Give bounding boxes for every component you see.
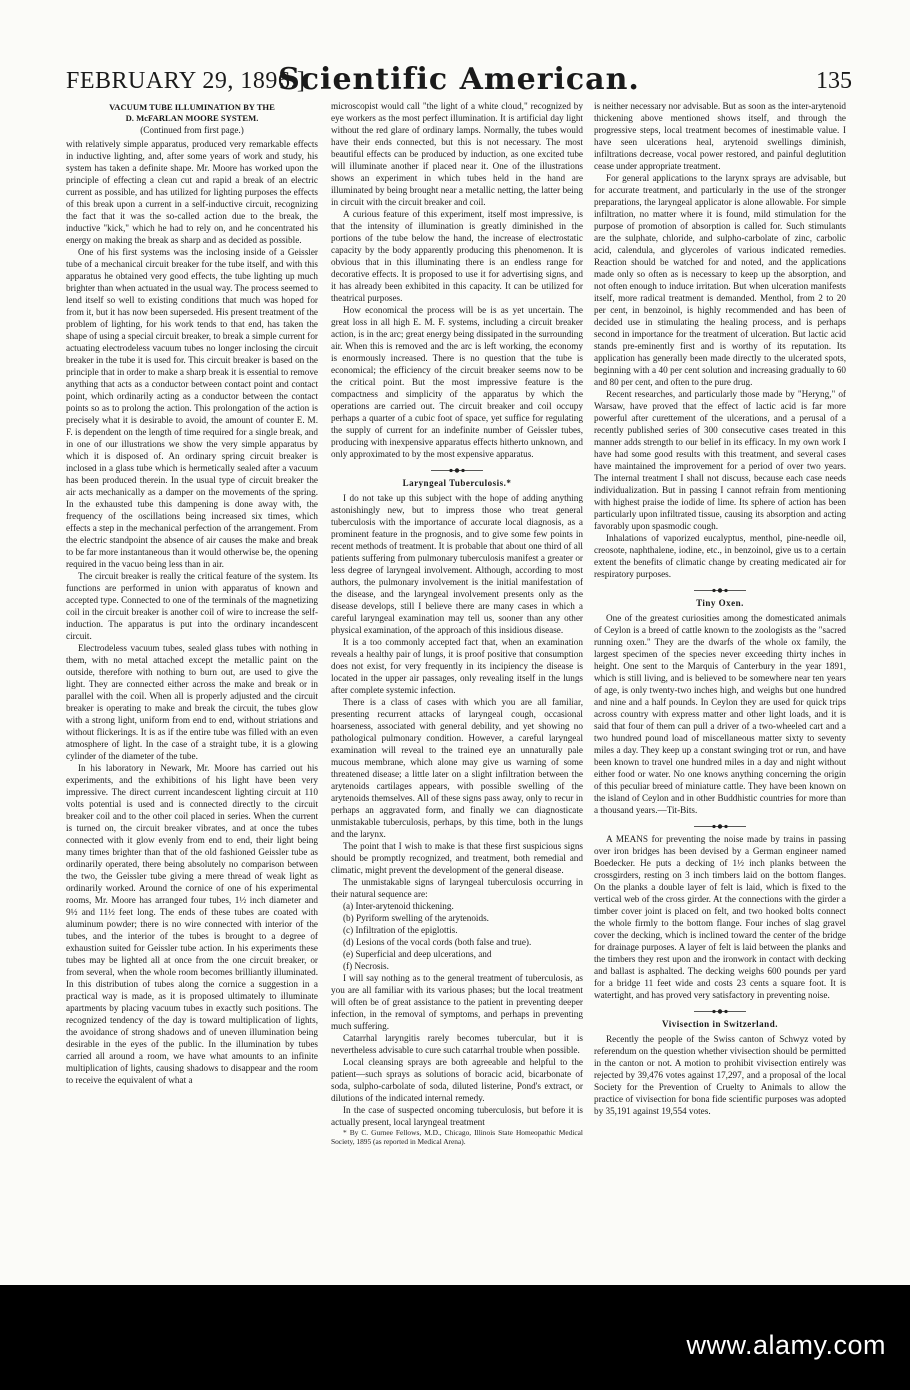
paragraph: One of his first systems was the inclosing inside of a Geissler tube of a mechanical circuit breaker for the tube itself, and with this apparatus he obtained very good effects, the tube lighting up much brighter than when actuated in the usual way. The process seemed to lend itself so well to existing conditions that much was hoped for from it, but it has now been superseded. His present treatment of the problem of lighting, for his work tends to that end, has taken the shape of using a special circuit breaker, to break a simple current for actuating electrodeless vacuum tubes no longer inclosing the circuit breaker in the tube it is used for. This circuit breaker is based on the principle that in order to make a sharp break it is essential to remove anything that acts as a conductor between contact point and contact point, which ordinarily acting as a conductor between the contact points so as to prolong the action. This prolongation of the action is precisely what it is desirable to avoid, the amount of counter E. M. F. is dependent on the length of time required for a single break, and in one of our illustrations we show the very simple apparatus by which it is disposed of. An ordinary spring circuit breaker is inclosed in a glass tube which is hermetically sealed after a vacuum has been produced therein. In the usual type of circuit breaker the air acts mechanically as a damper on the movements of the spring. In the exhausted tube this dampening is done away with, the frequency of the oscillations being increased six times, which effects a step in the mechanical perfection of the arrangement. From the electric standpoint the absence of air causes the make and break to be far more instantaneous than it would otherwise be, the opening required in the vacuo being less than in air. [66, 247, 318, 569]
paragraph-bridge-noise [594, 833, 846, 1001]
continued-note: (Continued from first page.) [140, 125, 244, 135]
paragraph: The point that I wish to make is that these first suspicious signs should be promptly recognized, and treatment, both remedial and climatic, might prevent the development of the general disease. [331, 841, 583, 875]
paragraph: The circuit breaker is really the critical feature of the system. Its functions are performed in union with apparatus of known and accepted type. Connected to one of the terminals of the magnetizing coil in the circuit breaker is another coil of wire to increase the self-induction. The apparatus is put into the ordinary incandescent circuit. [66, 571, 318, 641]
section-divider-ornament [690, 587, 750, 594]
signs-list [331, 900, 583, 972]
column-2 [331, 100, 583, 1240]
list-item: (d) Lesions of the vocal cords (both false and true). [343, 937, 532, 947]
paragraph: I will say nothing as to the general treatment of tuberculosis, as you are all familiar with its various phases; but the local treatment will often be of great assistance to the patient in preventing deeper infection, in the removal of symptoms, and perhaps in preventing much suffering. [331, 973, 583, 1031]
paragraph: For general applications to the larynx sprays are advisable, but for accurate treatment, and particularly in the use of the stronger preparations, the laryngeal applicator is alone allowable. For simple infiltration, no matter where it is found, mild stimulation for the purpose of promotion of absorption is called for. Such stimulants are the sulphate, chloride, and sulpho-carbolate of zinc, carbolic acid, calendula, and glyceroles of various indicated remedies. Reaction should be watched for and noted, and the applications made only so often as is necessary to keep up the absorption, and not often enough to induce irritation. But when ulceration manifests itself, more radical treatment is demanded. Menthol, from 2 to 20 per cent, in benzoinol, is highly recommended and has been of decided use in stimulating the healing process, and is perhaps second in importance for the treatment of ulceration. But lactic acid stands pre-eminently first and is worthy of its reputation. Its application has generally been made directly to the ulcerated spots, beginning with a 40 per cent solution and increasing gradually to 60 and 80 per cent, and often to the pure drug. [594, 173, 846, 387]
article-title-line-1: VACUUM TUBE ILLUMINATION BY THE [109, 102, 275, 112]
lead-words: A MEANS [606, 834, 648, 844]
paragraph: Recently the people of the Swiss canton of Schwyz voted by referendum on the question whether vivisection should be permitted in the canton or not. A motion to prohibit vivisection entirely was rejected by 39,476 votes against 17,297, and a proposal of the local Society for the Prevention of Cruelty to Animals to allow the practice of vivisection for bona fide scientific purposes was adopted by 35,191 against 19,554 votes. [594, 1034, 846, 1116]
paragraph: How economical the process will be is as yet uncertain. The great loss in all high E. M. F. systems, including a circuit breaker action, is in the arc; great energy being dissipated in the surrounding air. When this is removed and the arc is left working, the economy is enormously increased. There is no question that the tube is economical; the efficiency of the circuit breaker seems now to be the critical point. But the most impressive feature is the compactness and simplicity of the apparatus by which the operations are carried out. The circuit breaker and coil occupy perhaps a quarter of a cubic foot of space, yet suffice for regulating the supply of current for an indefinite number of Geissler tubes, producing with inexpensive apparatus effects hitherto unknown, and only approximated to by the most expensive apparatus. [331, 305, 583, 459]
page-number: 135 [816, 68, 852, 94]
paragraph-text: for preventing the noise made by trains in passing over iron bridges has been devised by a German engineer named Boedecker. He puts a decking of 1½ inch planks between the crossgirders, resting on 3 inch timbers laid on the bottom flanges. On the planks a double layer of felt is laid, which is fixed to the vertical web of the cross girder. At the connections with the girder a timber cover joint is placed on felt, and two hooked bolts connect the whole firmly to the bottom flange. Four inches of slag gravel cover the decking, which is inclined toward the center of the bridge for drainage purposes. A layer of felt is laid between the planks and the timbers they rest upon and the ironwork in contact with decking and ballast is asphalted. The decking weighs 600 pounds per yard for a bridge 11 feet wide and costs 23 cents a square foot. It is watertight, and has proved very satisfactory in preventing noise. [594, 834, 846, 1000]
article-title-tiny-oxen: Tiny Oxen. [696, 598, 744, 608]
footnote: * By C. Gurnee Fellows, M.D., Chicago, Illinois State Homeopathic Medical Society, 1895 (as reported in Medical Arena). [331, 1128, 583, 1146]
section-divider-ornament [427, 467, 487, 474]
column-1 [66, 100, 318, 1240]
paragraph: There is a class of cases with which you are all familiar, presenting recurrent attacks of laryngeal cough, occasional hoarseness, associated with general debility, and yet showing no pathological pulmonary condition. However, a careful laryngeal examination will reveal to the trained eye an unnaturally pale mucous membrane, which alone may give us warning of some threatened disease; a little later on a slight infiltration between the arytenoids cartilages appears, with possible swelling of the arytenoids themselves. All of these signs pass away, only to recur in perhaps an aggravated form, and finally we can diagnosticate unmistakable tuberculosis, perhaps, by this time, both in the lungs and the larynx. [331, 697, 583, 839]
paragraph: with relatively simple apparatus, produced very remarkable effects in inductive lighting, and, after some years of work and study, his system has taken a definite shape. Mr. Moore has worked upon the principle of effecting a clean cut and rapid a break of an electric current as possible, and has utilized for lighting purposes the effects of this break upon a current in a self-inductive circuit, recognizing the fact that it was the so-called action due to the break, the inductive "kick," which he had to rely on, and he concentrated his energy on making the break as sharp and as decided as possible. [66, 139, 318, 245]
paragraph: I do not take up this subject with the hope of adding anything astonishingly new, but to impress those who treat general tuberculosis with the importance of accurate local diagnosis, as a prominent feature in the prognosis, and to give some few points in recent methods of treatment. It is probable that about one third of all patients suffering from pulmonary tuberculosis manifest a greater or less degree of laryngeal involvement. Although, according to most authors, the pulmonary involvement is the initial manifestation of the disease, and the laryngeal involvement presents only as the disease develops, still I believe there are many cases in which a careful laryngeal examination may tell us, sooner than any other physical examination, of the approach of this insidious disease. [331, 493, 583, 635]
section-divider-ornament [690, 1008, 750, 1015]
column-3 [594, 100, 846, 1240]
list-item: (a) Inter-arytenoid thickening. [343, 901, 454, 911]
page-header [66, 62, 852, 102]
list-item: (b) Pyriform swelling of the arytenoids. [343, 913, 489, 923]
paragraph: Catarrhal laryngitis rarely becomes tubercular, but it is nevertheless advisable to cure such catarrhal trouble when possible. [331, 1033, 583, 1055]
paragraph: In his laboratory in Newark, Mr. Moore has carried out his experiments, and the exhibitions of his light have been very impressive. The direct current incandescent lighting circuit at 110 volts potential is used and is connected directly to the circuit breaker coil and to the other coil placed in series. When the current is turned on, the circuit breaker vibrates, and at once the tubes connected with it glow evenly from end to end, their light being many times brighter than that of the old fashioned Geissler tube as ordinarily operated, there being absolutely no comparison between the two, the Geissler tube giving a mere thread of weak light as ordinarily worked. Around the cornice of one of his experimental rooms, Mr. Moore has arranged four tubes, 1½ inch diameter and 9½ and 11½ feet long. The ends of these tubes are coated with aluminum powder; there is no wire connected with interior of the tubes, and the interior of the tubes is brought to a degree of exhaustion suited for Geissler tube action. In his experiments these tubes may be lighted all at once from the one circuit breaker, or from several, when the whole room becomes brilliantly illuminated. In this distribution of tubes along the cornice a suggestion in a practical way is made, as it is proposed ultimately to illuminate apartments by placing vacuum tubes in exactly such positions. The recognized tendency of the day is toward multiplication of lights, the avoidance of strong shadows and of uneven illumination being desirable in the eyes of the public. In the illumination by tubes carried all around a room, we have what amounts to an infinite multiplication of lights, causing shadows to disappear and the room to receive the equivalent of what a [66, 763, 318, 1085]
text-columns [66, 100, 856, 1240]
paragraph: Electrodeless vacuum tubes, sealed glass tubes with nothing in them, with no metal attached except the metallic paint on the outside, therefore with nothing to burn out, are used to give the light. They are connected either across the make and break or in parallel with the coil. When all is properly adjusted and the circuit breaker is operating to make and break the circuit, the tubes glow with a strong light, uniform from end to end, without striations and without flickerings. It is as if the entire tube was filled with an even atmosphere of light. In the case of a straight tube, it is a glowing cylinder of the diameter of the tube. [66, 643, 318, 761]
article-title-vacuum-tube [66, 102, 318, 124]
watermark-text: www.alamy.com [686, 1330, 886, 1360]
paragraph: microscopist would call "the light of a white cloud," recognized by eye workers as the most perfect illumination. It is artificial day light without the red glare of ordinary lamps. Normally, the tubes would have their ends connected, but this is not necessary. The most beautiful effects can be produced by induction, as one excited tube will illuminate another if placed near it. One of the illustrations shows an experiment in which tubes held in the hand are illuminated by being brought near a metallic netting, the latter being in circuit with the circuit breaker and coil. [331, 101, 583, 207]
masthead-title: Scientific American. [278, 62, 640, 97]
list-item: (e) Superficial and deep ulcerations, and [343, 949, 492, 959]
section-divider-ornament [690, 823, 750, 830]
paragraph: Inhalations of vaporized eucalyptus, menthol, pine-needle oil, creosote, naphthalene, iodine, etc., in benzoinol, give us to a certain extent the benefits of climatic change by creating medicated air for respiratory purposes. [594, 533, 846, 579]
article-title-vivisection: Vivisection in Switzerland. [662, 1019, 778, 1029]
list-item: (f) Necrosis. [343, 961, 389, 971]
paragraph: Local cleansing sprays are both agreeable and helpful to the patient—such sprays as solutions of boracic acid, bicarbonate of soda, sulpho-carbolate of soda, diluted listerine, Pond's extract, or dilutions of the indicated internal remedy. [331, 1057, 583, 1103]
article-title-line-2: D. McFARLAN MOORE SYSTEM. [125, 113, 259, 123]
list-item: (c) Infiltration of the epiglottis. [343, 925, 458, 935]
paragraph: One of the greatest curiosities among the domesticated animals of Ceylon is a breed of cattle known to the zoologists as the "sacred running oxen." They are the dwarfs of the whole ox family, the largest specimen of the species never exceeding thirty inches in height. One sent to the Marquis of Canterbury in the year 1891, which is still living, and is believed to be somewhere near ten years of age, is only twenty-two inches high, and weighs but one hundred and nine and a half pounds. In Ceylon they are used for quick trips across country with express matter and other light loads, and it is said that four of them can pull a driver of a two-wheeled cart and a two hundred pound load of miscellaneous matter sixty to seventy miles a day. They keep up a constant swinging trot or run, and have been known to travel one hundred miles in a day and night without either food or water. No one knows anything concerning the origin of this peculiar breed of miniature cattle. They have been known on the island of Ceylon and in other Buddhistic countries for more than a thousand years.—Tit-Bits. [594, 613, 846, 815]
paragraph: In the case of suspected oncoming tuberculosis, but before it is actually present, local laryngeal treatment [331, 1105, 583, 1127]
issue-date: FEBRUARY 29, 1896.] [66, 68, 306, 94]
paragraph: A curious feature of this experiment, itself most impressive, is that the intensity of illumination is greatly diminished in the portions of the tube below the hand, the increase of electrostatic capacity by the body apparently producing this phenomenon. It is obvious that in this illuminating there is an endless range for decorative effects. It is proposed to use it for advertising signs, and it has already been exhibited in this capacity. It can be utilized for theatrical purposes. [331, 209, 583, 303]
paragraph: Recent researches, and particularly those made by "Heryng," of Warsaw, have proved that the effect of lactic acid is far more powerful after curettement of the ulcerations, and a perusal of a recently published series of 300 consecutive cases treated in this manner adds strength to our belief in its efficacy. In my own work I have had some good results with this treatment, and several cases have maintained the improvement for a period of over two years. The internal treatment I shall not discuss, because each case needs individualization. But in passing I cannot refrain from mentioning with highest praise the iodide of lime. Its sphere of action has been particularly upon infiltrated tissue, causing its absorption and acting favorably upon spasmodic cough. [594, 389, 846, 531]
paragraph: The unmistakable signs of laryngeal tuberculosis occurring in their natural sequence are: [331, 877, 583, 899]
paragraph: is neither necessary nor advisable. But as soon as the inter-arytenoid thickening above mentioned shows itself, and through the progressive steps, local treatment becomes of inestimable value. I have seen ulcerations heal, arytenoid swellings diminish, infiltrations decrease, vocal power restored, and painful deglutition cease under appropriate treatment. [594, 101, 846, 171]
paragraph: It is a too commonly accepted fact that, when an examination reveals a healthy pair of lungs, it is proof positive that consumption does not exist, for very frequently in its incipiency the disease is located in the upper air passages, only revealing itself in the lungs after complete systemic infection. [331, 637, 583, 695]
article-title-laryngeal: Laryngeal Tuberculosis.* [402, 478, 512, 488]
